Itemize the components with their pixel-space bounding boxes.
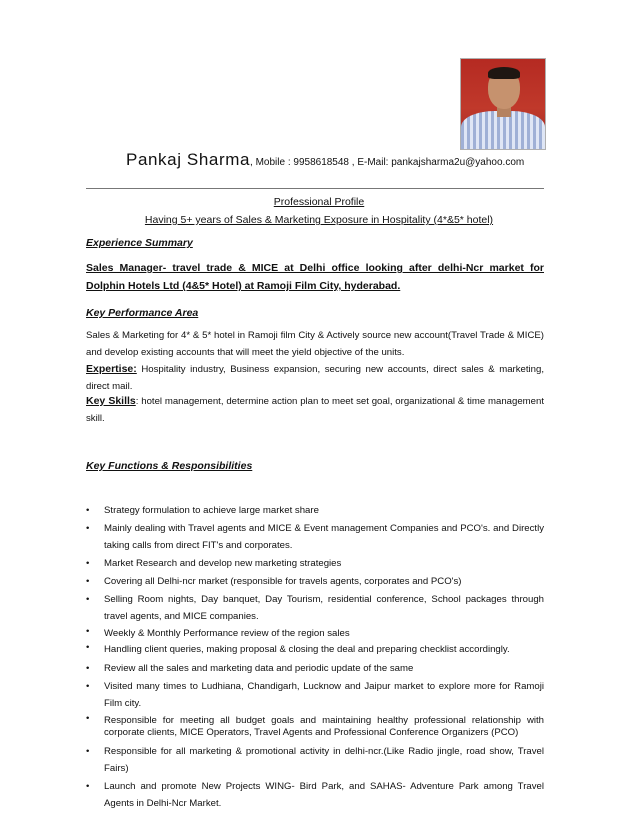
expertise-label: Expertise: [86,363,137,375]
kpa-text: Sales & Marketing for 4* & 5* hotel in Ramoji film City & Actively source new account(Travel Trade & MICE) and develop existing accounts that will meet the yield objective of the units. [86,330,544,358]
list-item: • Covering all Delhi-ncr market (responsible for travels agents, corporates and PCO's) [86,573,544,590]
profile-title: Professional Profile [273,196,365,208]
list-item: • Launch and promote New Projects WING- Bird Park, and SAHAS- Adventure Park among Travel Agents in Delhi-Ncr Market. [86,778,544,812]
skills-paragraph [86,393,544,427]
bullet-icon: • [86,594,90,605]
list-item: • Responsible for all marketing & promotional activity in delhi-ncr.(Like Radio jingle, road show, Travel Fairs) [86,743,544,777]
list-item: • Review all the sales and marketing data and periodic update of the same [86,660,544,677]
skills-label: Key Skills [86,395,136,407]
header-line [126,150,524,170]
profile-subtitle: Having 5+ years of Sales & Marketing Exposure in Hospitality (4*&5* hotel) [144,214,494,226]
responsibilities-list [86,502,544,812]
expertise-paragraph [86,361,544,395]
functions-heading: Key Functions & Responsibilities [86,460,253,472]
list-item: • Handling client queries, making proposal & closing the deal and preparing checklist accordingly. [86,642,510,655]
bullet-icon: • [86,781,90,792]
profile-photo [460,58,546,150]
kpa-heading: Key Performance Area [86,307,199,319]
candidate-name: Pankaj Sharma [126,150,251,169]
experience-role: Sales Manager- travel trade & MICE at Delhi office looking after delhi-Ncr market for Dolphin Hotels Ltd (4&5* Hotel) at Ramoji Film City, hyderabad. [86,262,544,292]
bullet-icon: • [86,642,90,653]
header-divider [86,188,544,189]
contact-info: , Mobile : 9958618548 , E-Mail: pankajsharma2u@yahoo.com [250,157,525,168]
skills-text: : hotel management, determine action plan to meet set goal, organizational & time management skill. [86,396,544,424]
list-item: • Visited many times to Ludhiana, Chandigarh, Lucknow and Jaipur market to explore more for Ramoji Film city. [86,678,544,712]
bullet-icon: • [86,663,90,674]
list-item: • Responsible for meeting all budget goals and maintaining healthy professional relationship with corporate clients, MICE Operators, Travel Agents and Professional Conference Organizers (PCO) [86,713,544,738]
experience-heading: Experience Summary [86,237,193,249]
list-item: • Weekly & Monthly Performance review of the region sales [86,626,350,639]
bullet-icon: • [86,576,90,587]
bullet-icon: • [86,681,90,692]
bullet-icon: • [86,558,90,569]
list-item: • Strategy formulation to achieve large market share [86,502,544,519]
list-item: • Market Research and develop new marketing strategies [86,555,544,572]
expertise-text: Hospitality industry, Business expansion, securing new accounts, direct sales & marketing, direct mail. [86,364,544,392]
bullet-icon: • [86,626,90,637]
photo-hair [488,67,520,79]
bullet-icon: • [86,505,90,516]
list-item: • Mainly dealing with Travel agents and MICE & Event management Companies and PCO's. and Directly taking calls from direct FIT's and corporates. [86,520,544,554]
bullet-icon: • [86,746,90,757]
bullet-icon: • [86,713,90,724]
bullet-icon: • [86,523,90,534]
list-item: • Selling Room nights, Day banquet, Day Tourism, residential conference, School packages through travel agents, and MICE companies. [86,591,544,625]
